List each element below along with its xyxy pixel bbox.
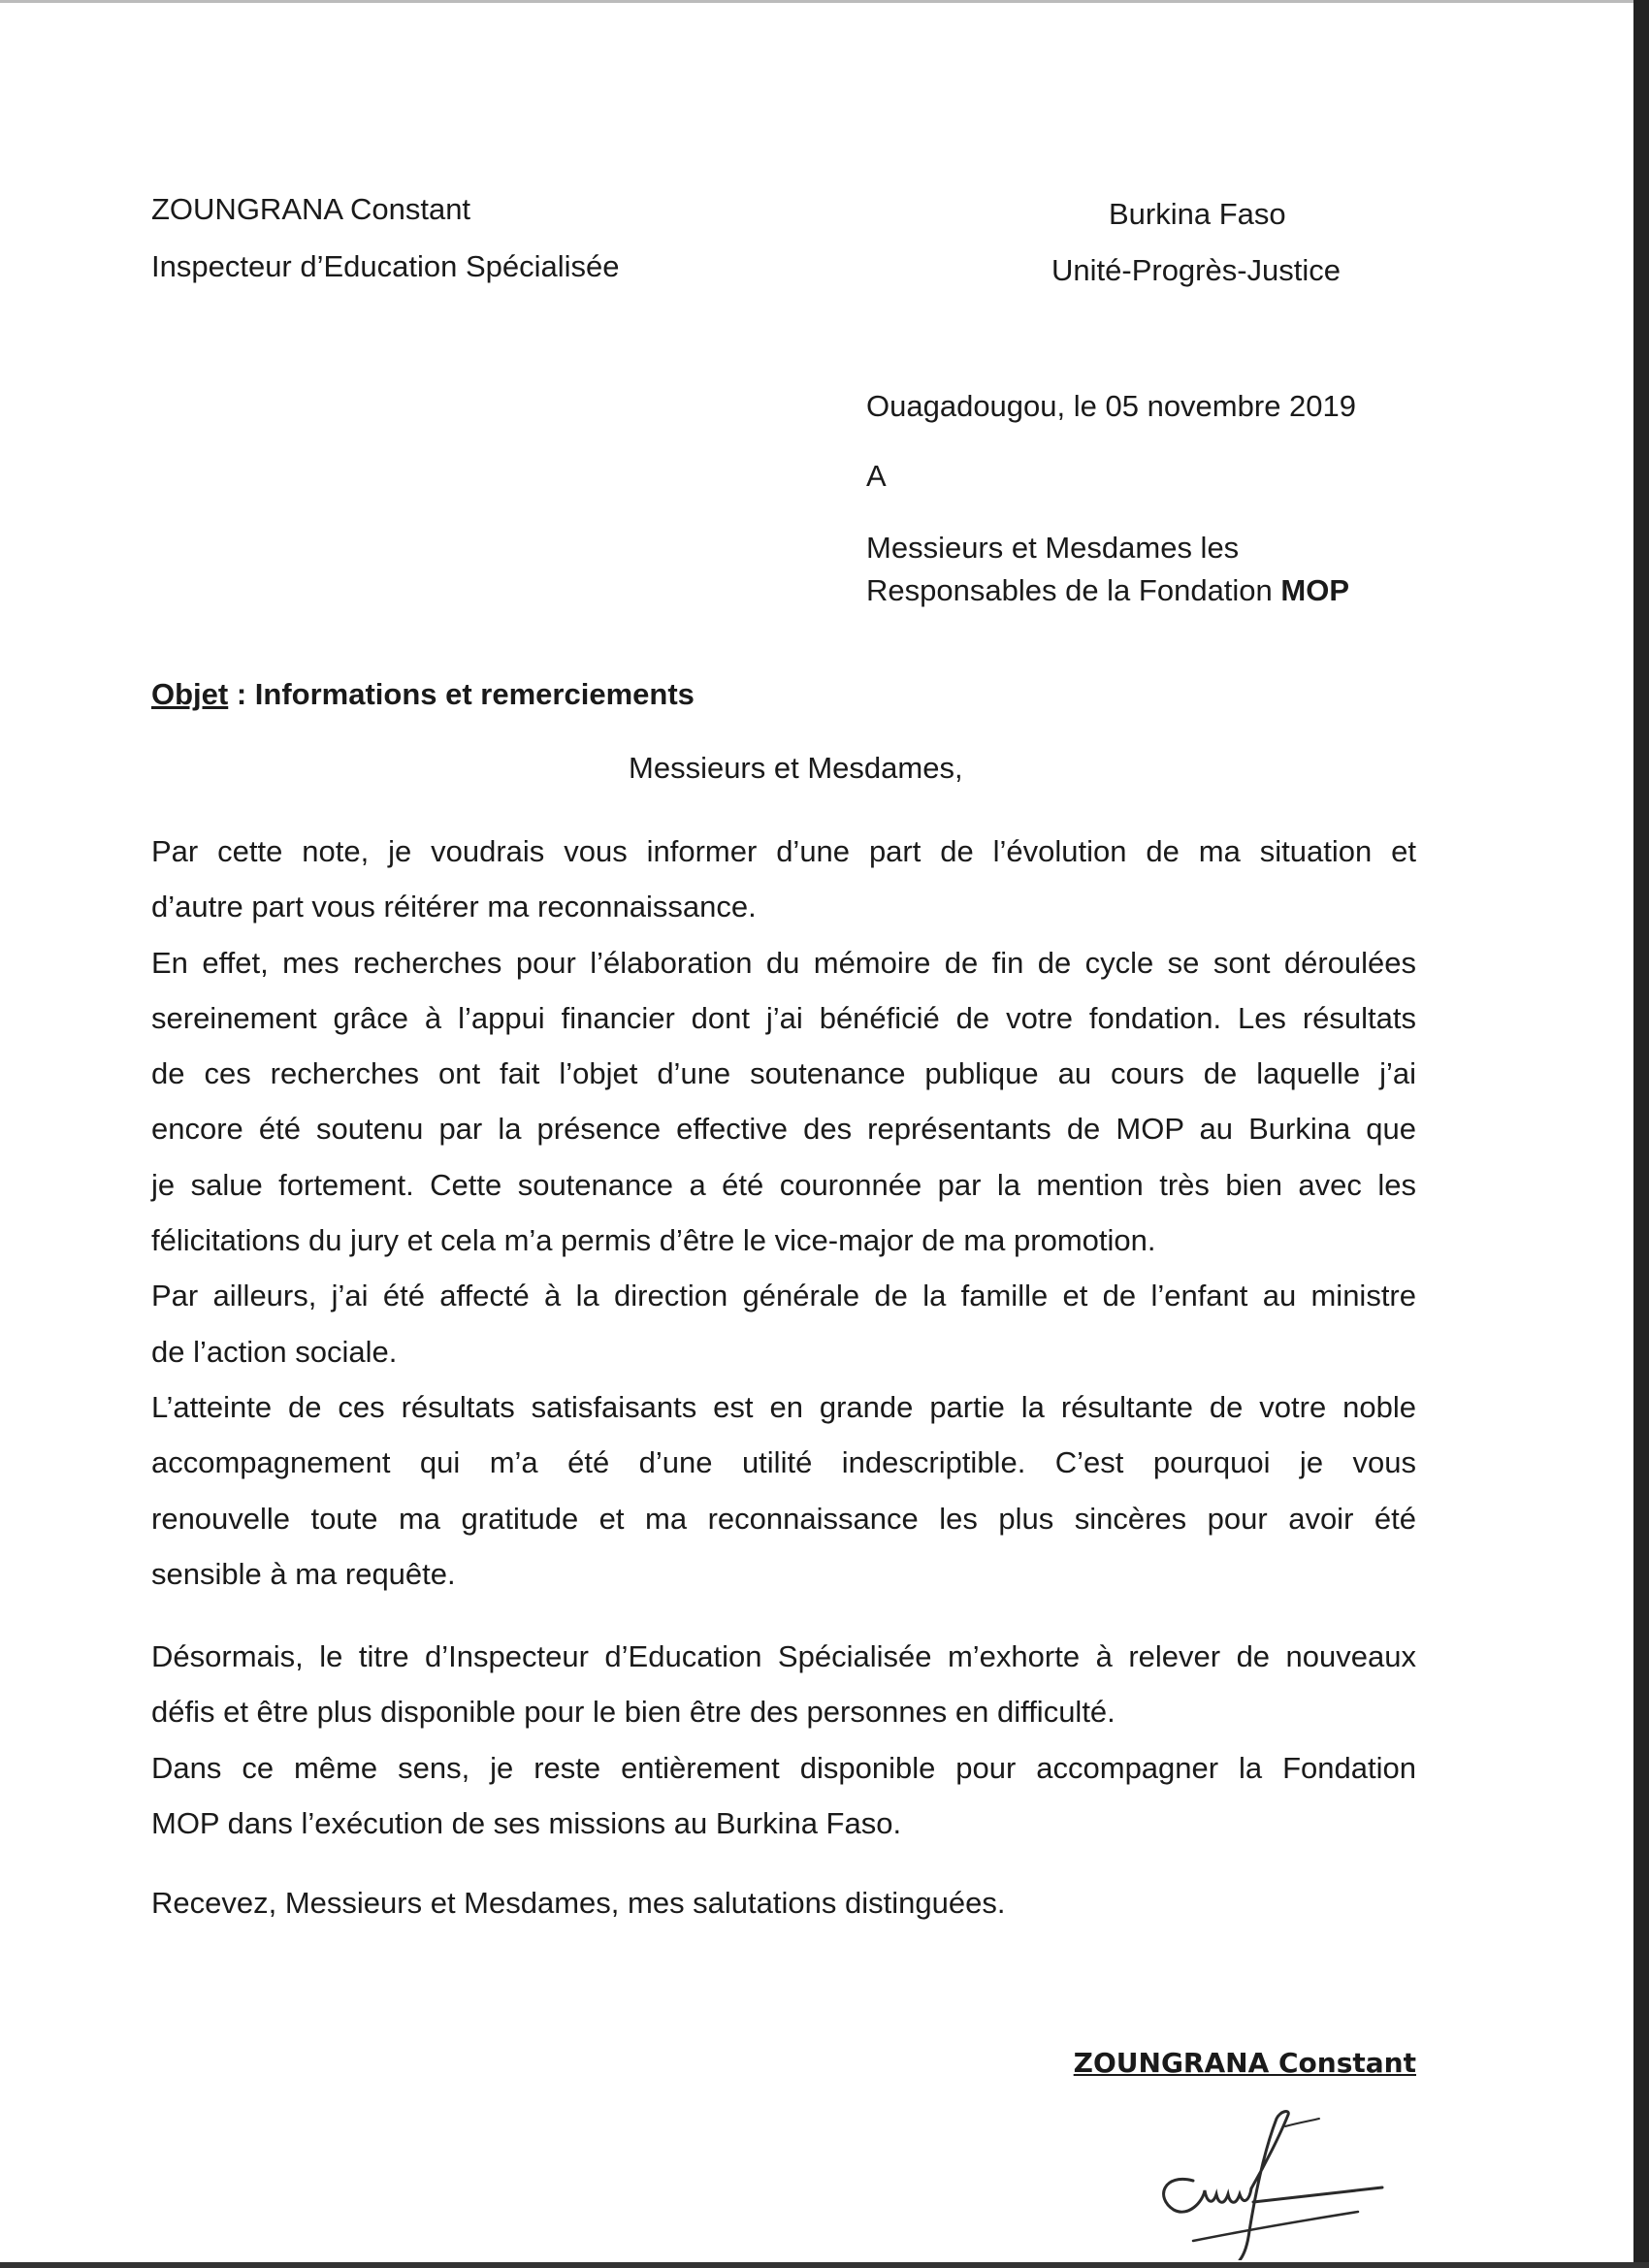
- body-line: sensible à ma requête.: [151, 1556, 456, 1591]
- place-date: Ouagadougou, le 05 novembre 2019: [866, 389, 1357, 423]
- body-line: de ces recherches ont fait l’objet d’une soutenance publique au cours de laquelle j’ai: [151, 1056, 1416, 1091]
- body-line: L’atteinte de ces résultats satisfaisants est en grande partie la résultante de votre noble: [151, 1389, 1416, 1424]
- body-line: MOP dans l’exécution de ses missions au Burkina Faso.: [151, 1805, 902, 1840]
- body-line: Par ailleurs, j’ai été affecté à la direction générale de la famille et de l’enfant au ministre: [151, 1279, 1416, 1313]
- signature-name: ZOUNGRANA Constant: [1073, 2047, 1416, 2079]
- subject-text: Informations et remerciements: [254, 677, 695, 711]
- subject-label: Objet: [151, 677, 229, 711]
- subject-separator: :: [228, 677, 255, 711]
- body-line: je salue fortement. Cette soutenance a été couronnée par la mention très bien avec les: [151, 1167, 1416, 1202]
- body-line: En effet, mes recherches pour l’élaboration du mémoire de fin de cycle se sont déroulées: [151, 945, 1416, 980]
- recipient-to: A: [866, 459, 887, 493]
- recipient-foundation: MOP: [1280, 573, 1350, 607]
- body-line: accompagnement qui m’a été d’une utilité indescriptible. C’est pourquoi je vous: [151, 1445, 1416, 1480]
- body-line: Dans ce même sens, je reste entièrement disponible pour accompagner la Fondation: [151, 1750, 1416, 1785]
- closing-line: Recevez, Messieurs et Mesdames, mes salutations distinguées.: [151, 1886, 1006, 1920]
- recipient-line2: [866, 572, 1349, 609]
- body-line: de l’action sociale.: [151, 1334, 398, 1369]
- body-line: défis et être plus disponible pour le bien être des personnes en difficulté.: [151, 1695, 1116, 1730]
- recipient-line1: Messieurs et Mesdames les: [866, 531, 1240, 565]
- handwritten-signature: [1135, 2105, 1387, 2260]
- body-line: sereinement grâce à l’appui financier dont j’ai bénéficié de votre fondation. Les résultats: [151, 1000, 1416, 1035]
- body-line: Désormais, le titre d’Inspecteur d’Education Spécialisée m’exhorte à relever de nouveaux: [151, 1639, 1416, 1673]
- subject-line: [151, 677, 695, 712]
- recipient-line2-prefix: Responsables de la Fondation: [866, 573, 1281, 607]
- country-name: Burkina Faso: [1109, 197, 1286, 231]
- country-motto: Unité-Progrès-Justice: [1051, 253, 1342, 287]
- body-paragraph-1: [151, 824, 1416, 1602]
- body-line: encore été soutenu par la présence effective des représentants de MOP au Burkina que: [151, 1112, 1416, 1147]
- body-paragraph-2: [151, 1629, 1416, 1851]
- body-line: Par cette note, je voudrais vous informer d’une part de l’évolution de ma situation et: [151, 834, 1416, 868]
- body-line: félicitations du jury et cela m’a permis d’être le vice-major de ma promotion.: [151, 1223, 1156, 1258]
- body-line: d’autre part vous réitérer ma reconnaissance.: [151, 890, 757, 924]
- scan-edge-bottom: [0, 2262, 1649, 2268]
- redacted-area: [136, 291, 524, 340]
- scan-edge-top: [0, 0, 1649, 3]
- salutation: Messieurs et Mesdames,: [629, 751, 963, 785]
- body-line: renouvelle toute ma gratitude et ma reconnaissance les plus sincères pour avoir été: [151, 1501, 1416, 1536]
- scan-edge-right: [1633, 0, 1649, 2268]
- sender-name: ZOUNGRANA Constant: [151, 192, 471, 226]
- sender-title: Inspecteur d’Education Spécialisée: [151, 249, 620, 283]
